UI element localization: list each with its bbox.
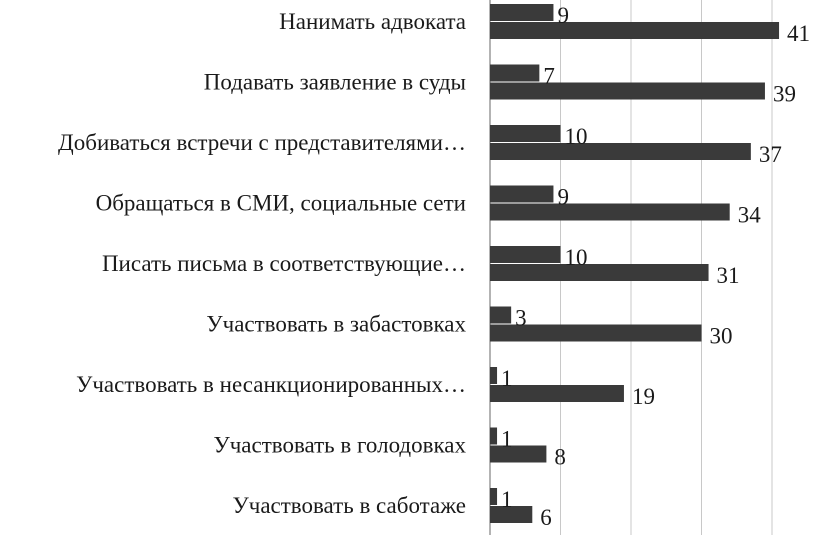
bar-s1 (490, 125, 561, 142)
data-label: 8 (554, 444, 566, 470)
category-label: Добиваться встречи с представителями… (58, 130, 466, 155)
data-label: 41 (787, 21, 811, 46)
bar-s1 (490, 4, 553, 21)
bar-s1 (490, 428, 497, 445)
data-label: 7 (543, 63, 555, 89)
bar-s2 (490, 83, 765, 100)
data-label: 1 (501, 426, 513, 452)
bar-s1 (490, 65, 539, 82)
bar-s1 (490, 367, 497, 384)
category-label: Участвовать в несанкционированных… (76, 372, 466, 397)
bar-s2 (490, 204, 730, 221)
bar-s1 (490, 246, 561, 263)
bar-s2 (490, 264, 709, 281)
bar-s2 (490, 446, 546, 463)
data-label: 30 (709, 323, 733, 349)
category-label: Обращаться в СМИ, социальные сети (95, 190, 466, 216)
data-label: 10 (564, 124, 588, 149)
category-label: Нанимать адвоката (279, 9, 466, 34)
data-label: 3 (515, 305, 527, 331)
data-label: 39 (772, 81, 796, 107)
data-label: 37 (758, 142, 782, 167)
bar-s1 (490, 488, 497, 505)
data-label: 31 (716, 263, 740, 288)
data-label: 9 (557, 184, 569, 210)
category-label: Подавать заявление в суды (203, 69, 466, 95)
data-label: 1 (501, 366, 513, 391)
bar-s1 (490, 307, 511, 324)
category-label: Писать письма в соответствующие… (101, 251, 466, 276)
bar-s2 (490, 143, 751, 160)
bar-s1 (490, 186, 553, 203)
data-label: 19 (631, 384, 655, 409)
category-label: Участвовать в забастовках (206, 311, 466, 337)
category-label: Участвовать в саботаже (232, 493, 466, 518)
data-label: 9 (557, 3, 569, 28)
data-label: 10 (564, 245, 588, 270)
bar-s2 (490, 22, 779, 39)
data-label: 34 (737, 202, 761, 228)
category-label: Участвовать в голодовках (213, 432, 466, 458)
data-label: 6 (540, 505, 552, 530)
data-label: 1 (501, 487, 513, 512)
